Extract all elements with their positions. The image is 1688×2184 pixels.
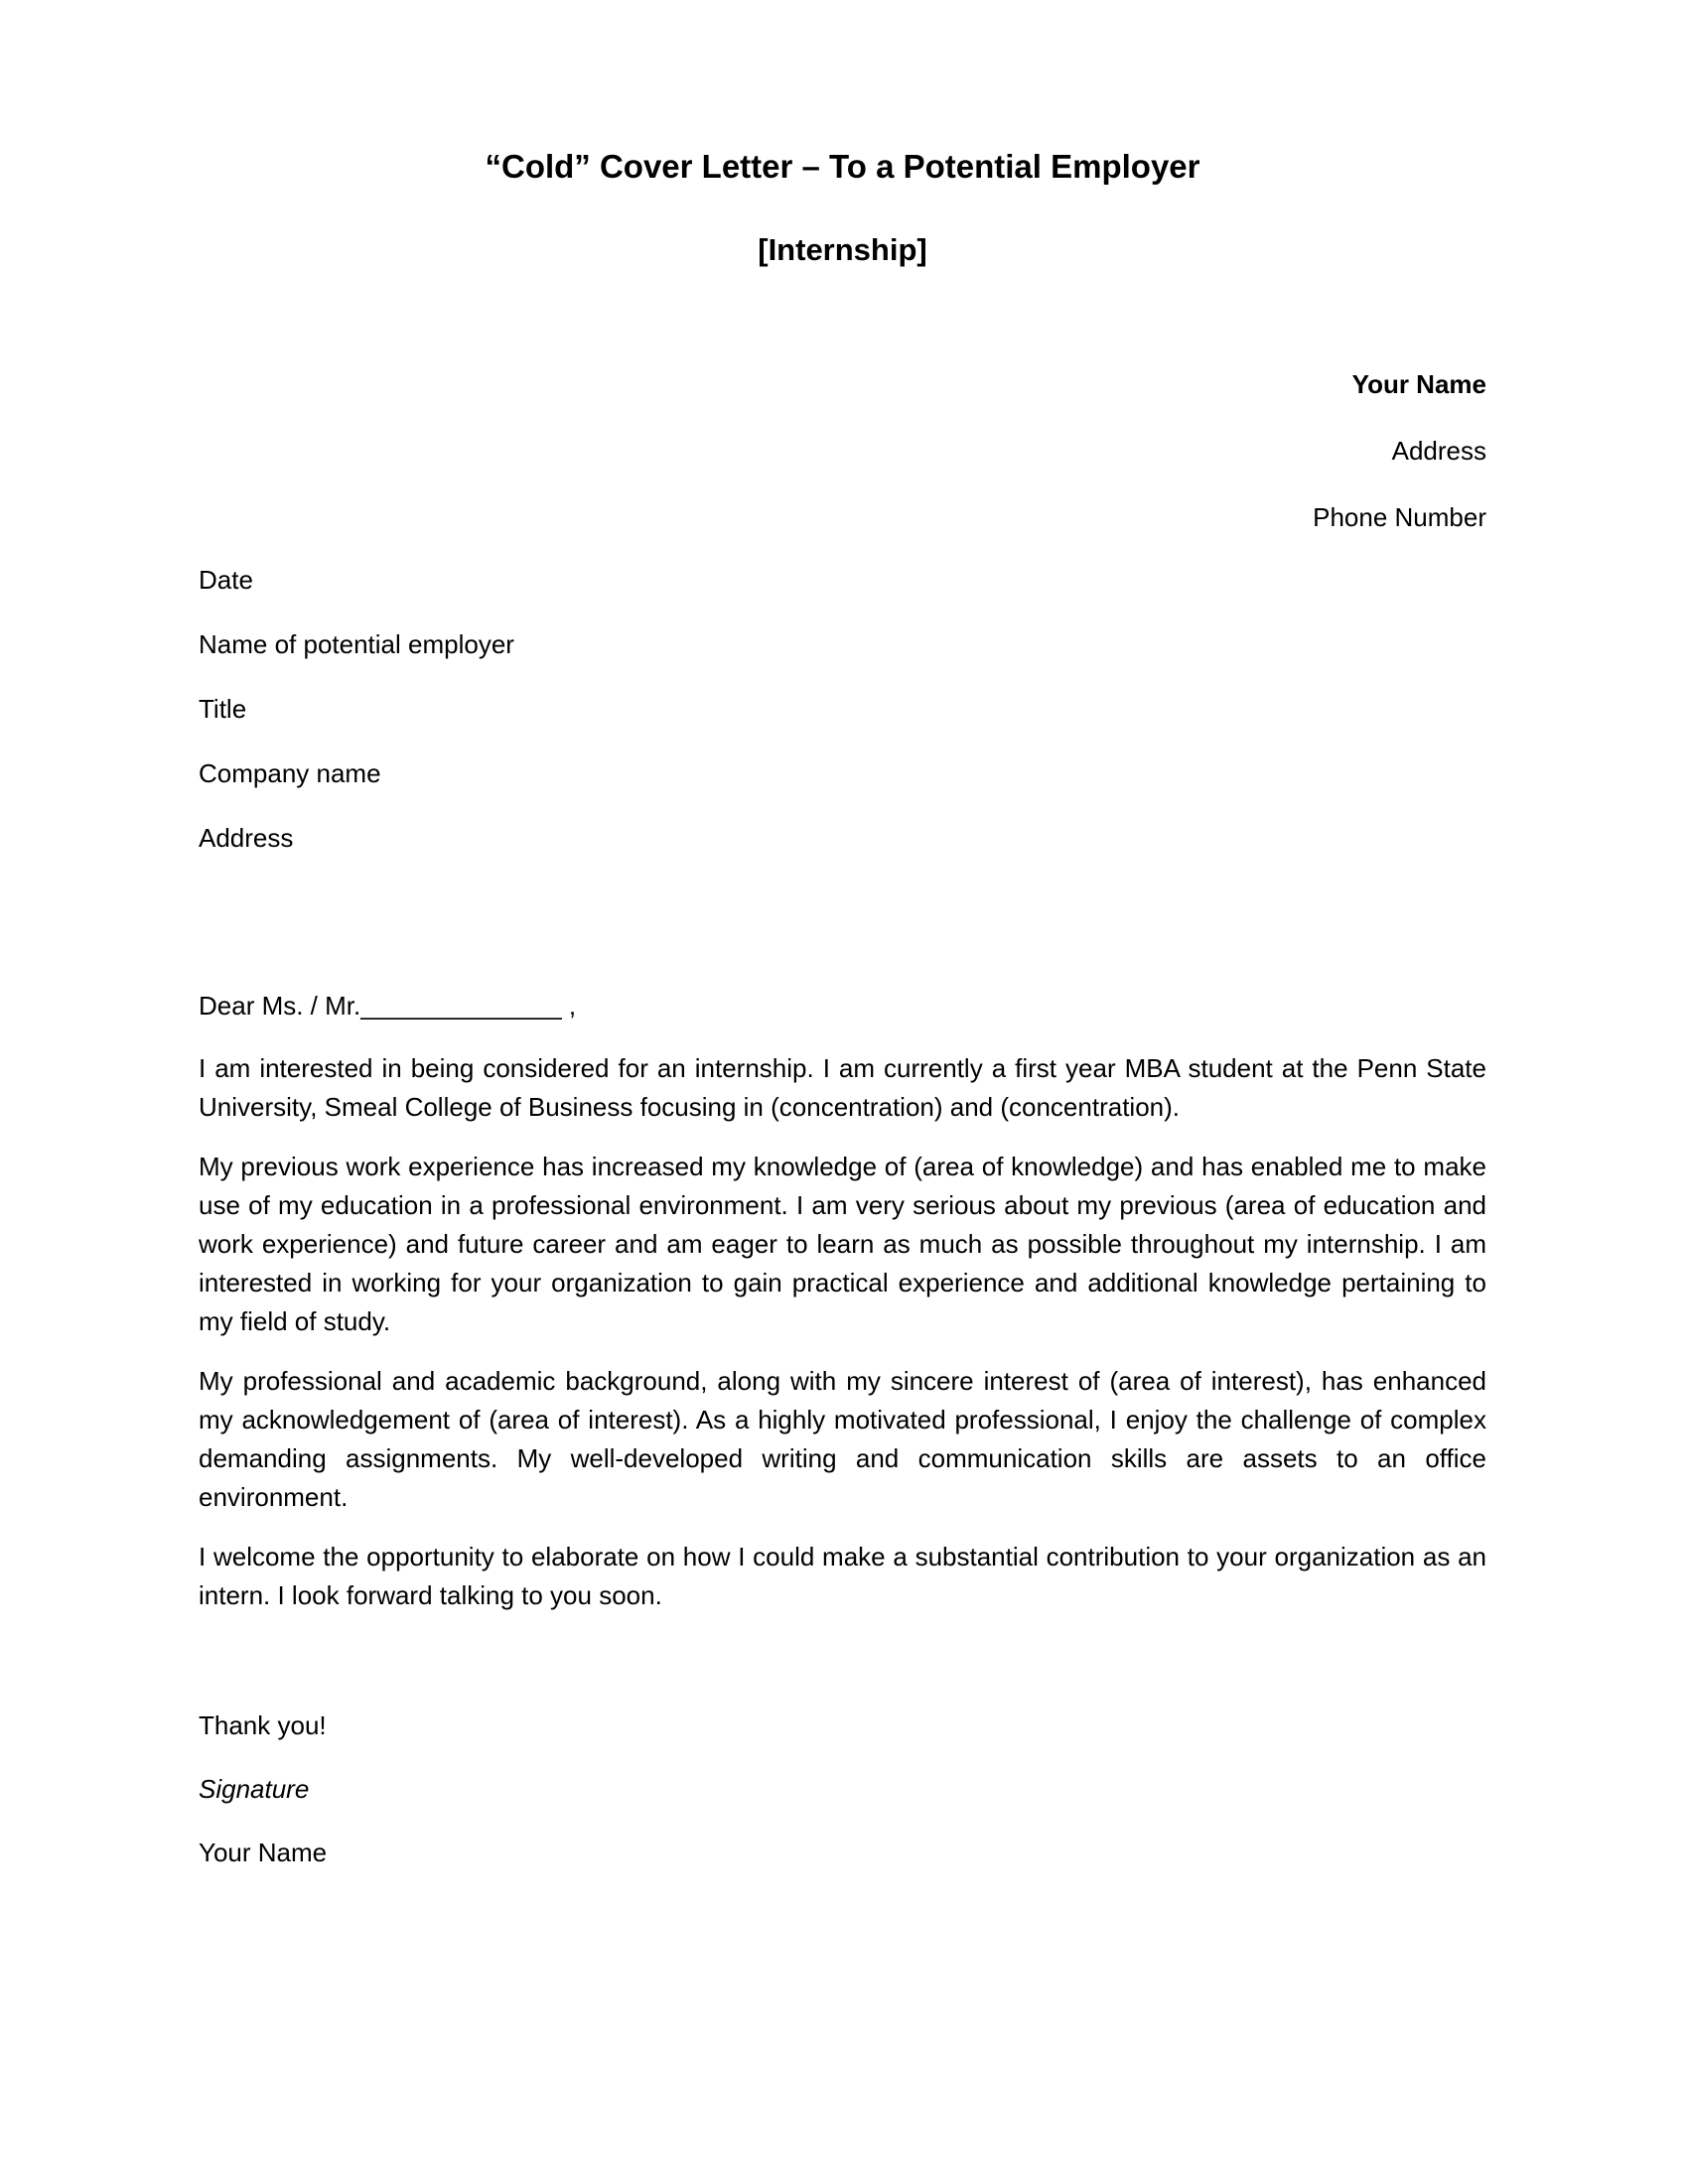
recipient-address: Address (199, 823, 294, 853)
body-paragraph-1: I am interested in being considered for an internship. I am currently a first year MBA student at the Penn State University, Smeal College of Business focusing in (concentration) and (concentration). (199, 1053, 1486, 1122)
sender-phone: Phone Number (1313, 502, 1486, 532)
recipient-employer-name: Name of potential employer (199, 629, 514, 659)
sender-name: Your Name (1351, 369, 1486, 399)
body-paragraph-3: My professional and academic background, along with my sincere interest of (area of interest), has enhanced my acknowledgement of (area of interest). As a highly motivated professional, I enjoy the challenge of complex demanding assignments. My well-developed writing and communication skills are assets to an office environment. (199, 1366, 1486, 1512)
closing-block (199, 1706, 1486, 1872)
letter-title: “Cold” Cover Letter – To a Potential Employer (485, 148, 1200, 185)
body-paragraph-4: I welcome the opportunity to elaborate on how I could make a substantial contribution to your organization as an intern. I look forward talking to you soon. (199, 1542, 1486, 1610)
recipient-company-name: Company name (199, 758, 381, 788)
recipient-title: Title (199, 694, 247, 724)
recipient-block (199, 561, 1486, 858)
sender-address: Address (1391, 436, 1486, 466)
closing-your-name: Your Name (199, 1838, 328, 1867)
closing-thanks: Thank you! (199, 1710, 327, 1740)
closing-signature: Signature (199, 1774, 310, 1804)
letter-subtitle: [Internship] (758, 232, 927, 267)
salutation-line: Dear Ms. / Mr.______________ , (199, 991, 577, 1021)
title-block (199, 147, 1486, 269)
body-paragraph-2: My previous work experience has increased my knowledge of (area of knowledge) and has enabled me to make use of my education in a professional environment. I am very serious about my previous (area of education and work experience) and future career and am eager to learn as much as possible throughout my internship. I am interested in working for your organization to gain practical experience and additional knowledge pertaining to my field of study. (199, 1152, 1486, 1336)
sender-block (199, 365, 1486, 537)
recipient-date: Date (199, 565, 253, 595)
